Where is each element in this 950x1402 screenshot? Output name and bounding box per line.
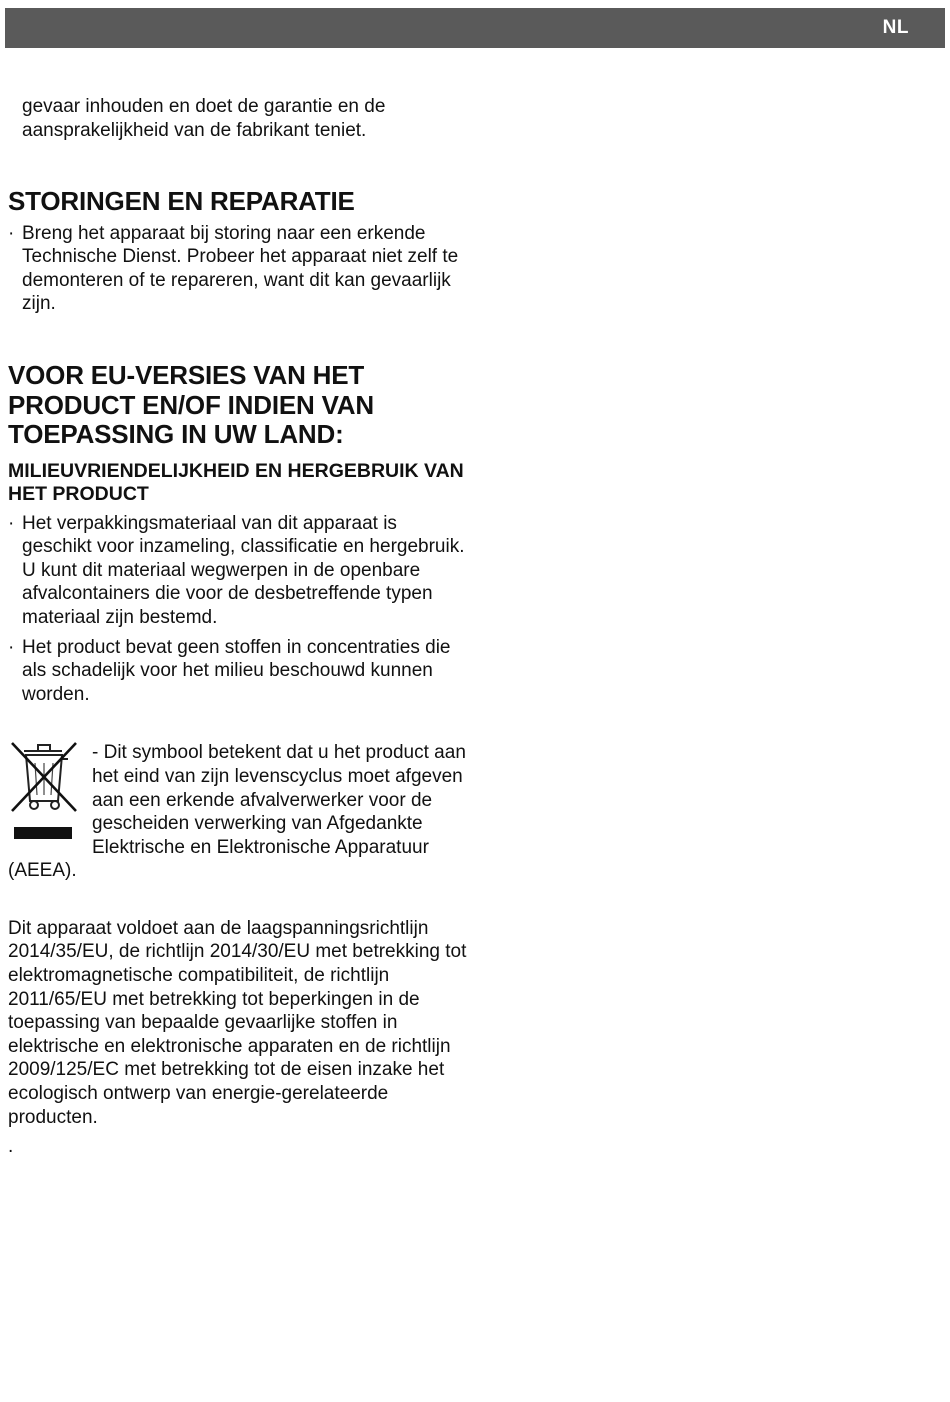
storingen-bullet-text: Breng het apparaat bij storing naar een erkende Technische Dienst. Probeer het apparaat niet zelf te demonteren of te repareren, want dit kan gevaarlijk zijn. bbox=[22, 222, 459, 315]
milieu-bullet-2-text: Het product bevat geen stoffen in concentraties die als schadelijk voor het milieu beschouwd kunnen worden. bbox=[22, 636, 451, 705]
milieu-bullet-1-text: Het verpakkingsmateriaal van dit apparaat is geschikt voor inzameling, classificatie en hergebruik. U kunt dit materiaal wegwerpen in de openbare afvalcontainers die voor de desbetreffende typen materiaal zijn bestemd. bbox=[22, 512, 465, 628]
bullet-marker: · bbox=[8, 222, 15, 244]
directive-paragraph: Dit apparaat voldoet aan de laagspanningsrichtlijn 2014/35/EU, de richtlijn 2014/30/EU met betrekking tot elektromagnetische compatibiliteit, de richtlijn 2011/65/EU met betrekking tot beperkingen in de toepassing van bepaalde gevaarlijke stoffen in elektrische en elektronische apparaten en de richtlijn 2009/125/EC met betrekking tot de eisen inzake het ecologisch ontwerp van energie-gerelateerde producten. bbox=[8, 917, 467, 1128]
bullet-marker: · bbox=[8, 636, 15, 658]
language-code: NL bbox=[882, 17, 909, 38]
milieu-bullet-1 bbox=[8, 512, 470, 630]
crossed-out-wheelie-bin-icon bbox=[8, 741, 80, 845]
weee-notice bbox=[8, 741, 470, 883]
page-header-bar bbox=[5, 8, 945, 48]
storingen-heading: STORINGEN EN REPARATIE bbox=[8, 186, 355, 217]
eu-heading: VOOR EU-VERSIES VAN HET PRODUCT EN/OF INDIEN VAN TOEPASSING IN UW LAND: bbox=[8, 360, 374, 450]
milieu-bullet-2 bbox=[8, 636, 470, 707]
bullet-marker: · bbox=[8, 512, 15, 534]
main-column bbox=[8, 95, 470, 1159]
trailing-dot: . bbox=[8, 1136, 14, 1158]
milieu-heading: MILIEUVRIENDELIJKHEID EN HERGEBRUIK VAN HET PRODUCT bbox=[8, 459, 464, 506]
weee-text: - Dit symbool betekent dat u het product aan het eind van zijn levenscyclus moet afgeven aan een erkende afvalverwerker voor de gescheiden verwerking van Afgedankte Elektrische en Elektronische Apparatuur (AEEA). bbox=[8, 742, 466, 882]
storingen-bullet bbox=[8, 222, 470, 316]
intro-paragraph: gevaar inhouden en doet de garantie en de aansprakelijkheid van de fabrikant teniet. bbox=[22, 96, 386, 141]
